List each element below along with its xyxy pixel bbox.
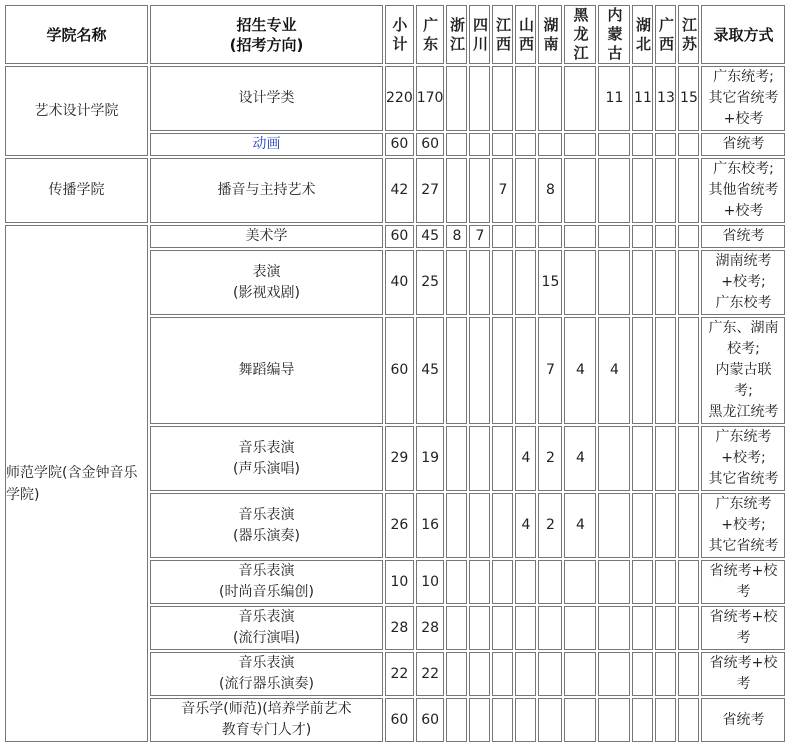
quota-subtotal: 29 <box>385 426 414 491</box>
header-major-line1: 招生专业 <box>236 15 297 34</box>
quota-jiangsu <box>678 606 699 650</box>
major-name: 音乐表演 (时尚音乐编创) <box>150 560 383 604</box>
quota-guangdong: 19 <box>416 426 445 491</box>
header-neimenggu: 内蒙 古 <box>598 5 630 64</box>
quota-shanxi <box>515 133 536 156</box>
quota-heilongjiang <box>564 698 596 742</box>
quota-guangxi <box>655 426 676 491</box>
admission-method: 广东统考 +校考; 其它省统考 <box>701 426 785 491</box>
table-row <box>5 158 785 223</box>
college-normal: 师范学院(含金钟音乐学院) <box>5 225 148 742</box>
quota-hunan: 8 <box>538 158 562 223</box>
admission-method: 湖南统考 +校考; 广东校考 <box>701 250 785 315</box>
quota-sichuan <box>469 426 490 491</box>
quota-shanxi <box>515 66 536 131</box>
quota-guangdong: 10 <box>416 560 445 604</box>
major-name: 音乐表演 (声乐演唱) <box>150 426 383 491</box>
header-guangxi: 广 西 <box>655 5 676 64</box>
admission-method: 省统考+校 考 <box>701 606 785 650</box>
quota-subtotal: 10 <box>385 560 414 604</box>
header-row <box>5 5 785 64</box>
quota-guangdong: 60 <box>416 698 445 742</box>
quota-shanxi <box>515 652 536 696</box>
quota-guangdong: 60 <box>416 133 445 156</box>
quota-guangdong: 25 <box>416 250 445 315</box>
quota-hubei <box>632 250 653 315</box>
quota-heilongjiang <box>564 606 596 650</box>
quota-subtotal: 42 <box>385 158 414 223</box>
table-row <box>5 66 785 131</box>
quota-guangdong: 45 <box>416 317 445 424</box>
header-hubei: 湖 北 <box>632 5 653 64</box>
quota-jiangxi <box>492 652 513 696</box>
major-name: 音乐学(师范)(培养学前艺术 教育专门人才) <box>150 698 383 742</box>
quota-sichuan <box>469 250 490 315</box>
quota-jiangxi <box>492 250 513 315</box>
quota-zhejiang <box>446 426 467 491</box>
table-row <box>5 225 785 248</box>
quota-hunan <box>538 225 562 248</box>
header-major <box>150 5 383 64</box>
quota-guangxi <box>655 606 676 650</box>
quota-neimenggu: 11 <box>598 66 630 131</box>
quota-shanxi <box>515 317 536 424</box>
quota-guangxi <box>655 698 676 742</box>
quota-zhejiang <box>446 133 467 156</box>
admission-method: 广东、湖南 校考; 内蒙古联 考; 黑龙江统考 <box>701 317 785 424</box>
quota-zhejiang <box>446 652 467 696</box>
quota-subtotal: 28 <box>385 606 414 650</box>
admission-method: 省统考+校 考 <box>701 652 785 696</box>
quota-guangxi <box>655 493 676 558</box>
quota-jiangxi <box>492 426 513 491</box>
quota-guangdong: 22 <box>416 652 445 696</box>
major-link[interactable]: 动画 <box>150 133 383 156</box>
quota-neimenggu <box>598 606 630 650</box>
quota-sichuan <box>469 560 490 604</box>
quota-shanxi <box>515 158 536 223</box>
quota-guangdong: 170 <box>416 66 445 131</box>
quota-sichuan <box>469 698 490 742</box>
quota-zhejiang <box>446 66 467 131</box>
major-name: 音乐表演 (器乐演奏) <box>150 493 383 558</box>
quota-hunan <box>538 66 562 131</box>
quota-jiangsu <box>678 493 699 558</box>
quota-guangdong: 45 <box>416 225 445 248</box>
quota-jiangxi <box>492 225 513 248</box>
header-zhejiang: 浙 江 <box>446 5 467 64</box>
quota-guangxi <box>655 158 676 223</box>
quota-jiangxi <box>492 698 513 742</box>
header-heilongjiang: 黑龙 江 <box>564 5 596 64</box>
quota-jiangsu <box>678 560 699 604</box>
quota-zhejiang <box>446 698 467 742</box>
quota-hubei <box>632 225 653 248</box>
quota-hubei <box>632 560 653 604</box>
quota-guangxi <box>655 560 676 604</box>
quota-neimenggu <box>598 652 630 696</box>
quota-jiangxi <box>492 493 513 558</box>
quota-jiangsu <box>678 225 699 248</box>
quota-hubei <box>632 493 653 558</box>
quota-shanxi <box>515 225 536 248</box>
quota-heilongjiang <box>564 66 596 131</box>
major-name: 设计学类 <box>150 66 383 131</box>
quota-zhejiang <box>446 560 467 604</box>
header-hunan: 湖 南 <box>538 5 562 64</box>
quota-hubei <box>632 133 653 156</box>
quota-heilongjiang <box>564 158 596 223</box>
quota-subtotal: 60 <box>385 133 414 156</box>
quota-neimenggu <box>598 158 630 223</box>
quota-subtotal: 40 <box>385 250 414 315</box>
quota-jiangsu <box>678 652 699 696</box>
header-subtotal: 小 计 <box>385 5 414 64</box>
quota-shanxi <box>515 560 536 604</box>
quota-jiangxi <box>492 317 513 424</box>
quota-shanxi: 4 <box>515 426 536 491</box>
quota-hubei <box>632 606 653 650</box>
quota-neimenggu: 4 <box>598 317 630 424</box>
quota-neimenggu <box>598 225 630 248</box>
quota-neimenggu <box>598 560 630 604</box>
quota-jiangsu <box>678 698 699 742</box>
quota-shanxi: 4 <box>515 493 536 558</box>
quota-shanxi <box>515 698 536 742</box>
quota-jiangxi <box>492 560 513 604</box>
quota-guangxi <box>655 317 676 424</box>
major-name: 美术学 <box>150 225 383 248</box>
quota-neimenggu <box>598 426 630 491</box>
quota-sichuan <box>469 133 490 156</box>
quota-sichuan <box>469 652 490 696</box>
admission-method: 省统考 <box>701 133 785 156</box>
college-art-design: 艺术设计学院 <box>5 66 148 156</box>
quota-sichuan <box>469 66 490 131</box>
quota-heilongjiang <box>564 652 596 696</box>
enrollment-table <box>3 3 787 744</box>
quota-shanxi <box>515 250 536 315</box>
header-major-line2: (招考方向) <box>229 35 304 54</box>
quota-neimenggu <box>598 250 630 315</box>
quota-subtotal: 26 <box>385 493 414 558</box>
quota-heilongjiang <box>564 560 596 604</box>
quota-zhejiang: 8 <box>446 225 467 248</box>
quota-hubei <box>632 426 653 491</box>
quota-zhejiang <box>446 250 467 315</box>
quota-hunan <box>538 698 562 742</box>
header-jiangxi: 江 西 <box>492 5 513 64</box>
header-shanxi: 山 西 <box>515 5 536 64</box>
admission-method: 省统考 <box>701 225 785 248</box>
quota-neimenggu <box>598 698 630 742</box>
quota-hunan: 2 <box>538 426 562 491</box>
admission-method: 广东统考 +校考; 其它省统考 <box>701 493 785 558</box>
quota-hunan <box>538 560 562 604</box>
header-college: 学院名称 <box>5 5 148 64</box>
admission-method: 广东校考; 其他省统考 +校考 <box>701 158 785 223</box>
quota-guangxi <box>655 225 676 248</box>
quota-heilongjiang <box>564 133 596 156</box>
header-jiangsu: 江 苏 <box>678 5 699 64</box>
header-admission: 录取方式 <box>701 5 785 64</box>
college-communication: 传播学院 <box>5 158 148 223</box>
quota-subtotal: 60 <box>385 698 414 742</box>
major-name: 音乐表演 (流行器乐演奏) <box>150 652 383 696</box>
quota-jiangxi <box>492 133 513 156</box>
quota-sichuan: 7 <box>469 225 490 248</box>
quota-hubei: 11 <box>632 66 653 131</box>
quota-hubei <box>632 158 653 223</box>
quota-zhejiang <box>446 317 467 424</box>
quota-jiangsu: 15 <box>678 66 699 131</box>
admission-method: 广东统考; 其它省统考 +校考 <box>701 66 785 131</box>
quota-zhejiang <box>446 158 467 223</box>
quota-guangdong: 28 <box>416 606 445 650</box>
quota-hubei <box>632 698 653 742</box>
quota-hunan <box>538 606 562 650</box>
quota-hunan: 15 <box>538 250 562 315</box>
quota-heilongjiang: 4 <box>564 317 596 424</box>
quota-heilongjiang: 4 <box>564 493 596 558</box>
quota-hunan: 7 <box>538 317 562 424</box>
quota-subtotal: 60 <box>385 317 414 424</box>
quota-jiangsu <box>678 317 699 424</box>
quota-guangdong: 16 <box>416 493 445 558</box>
quota-hubei <box>632 652 653 696</box>
major-name: 表演 (影视戏剧) <box>150 250 383 315</box>
quota-guangxi <box>655 250 676 315</box>
major-name: 播音与主持艺术 <box>150 158 383 223</box>
quota-subtotal: 22 <box>385 652 414 696</box>
quota-hunan <box>538 652 562 696</box>
quota-heilongjiang: 4 <box>564 426 596 491</box>
quota-jiangsu <box>678 426 699 491</box>
quota-hunan: 2 <box>538 493 562 558</box>
quota-neimenggu <box>598 133 630 156</box>
quota-heilongjiang <box>564 225 596 248</box>
quota-sichuan <box>469 493 490 558</box>
quota-guangxi <box>655 133 676 156</box>
quota-subtotal: 60 <box>385 225 414 248</box>
quota-shanxi <box>515 606 536 650</box>
quota-guangxi: 13 <box>655 66 676 131</box>
quota-jiangxi <box>492 606 513 650</box>
quota-jiangxi: 7 <box>492 158 513 223</box>
quota-jiangsu <box>678 158 699 223</box>
quota-subtotal: 220 <box>385 66 414 131</box>
quota-guangxi <box>655 652 676 696</box>
quota-guangdong: 27 <box>416 158 445 223</box>
major-name: 音乐表演 (流行演唱) <box>150 606 383 650</box>
quota-jiangsu <box>678 133 699 156</box>
quota-sichuan <box>469 317 490 424</box>
quota-jiangsu <box>678 250 699 315</box>
quota-sichuan <box>469 158 490 223</box>
quota-hubei <box>632 317 653 424</box>
header-guangdong: 广 东 <box>416 5 445 64</box>
header-sichuan: 四 川 <box>469 5 490 64</box>
quota-neimenggu <box>598 493 630 558</box>
quota-jiangxi <box>492 66 513 131</box>
major-name: 舞蹈编导 <box>150 317 383 424</box>
quota-zhejiang <box>446 493 467 558</box>
quota-sichuan <box>469 606 490 650</box>
quota-heilongjiang <box>564 250 596 315</box>
admission-method: 省统考+校 考 <box>701 560 785 604</box>
admission-method: 省统考 <box>701 698 785 742</box>
quota-zhejiang <box>446 606 467 650</box>
quota-hunan <box>538 133 562 156</box>
